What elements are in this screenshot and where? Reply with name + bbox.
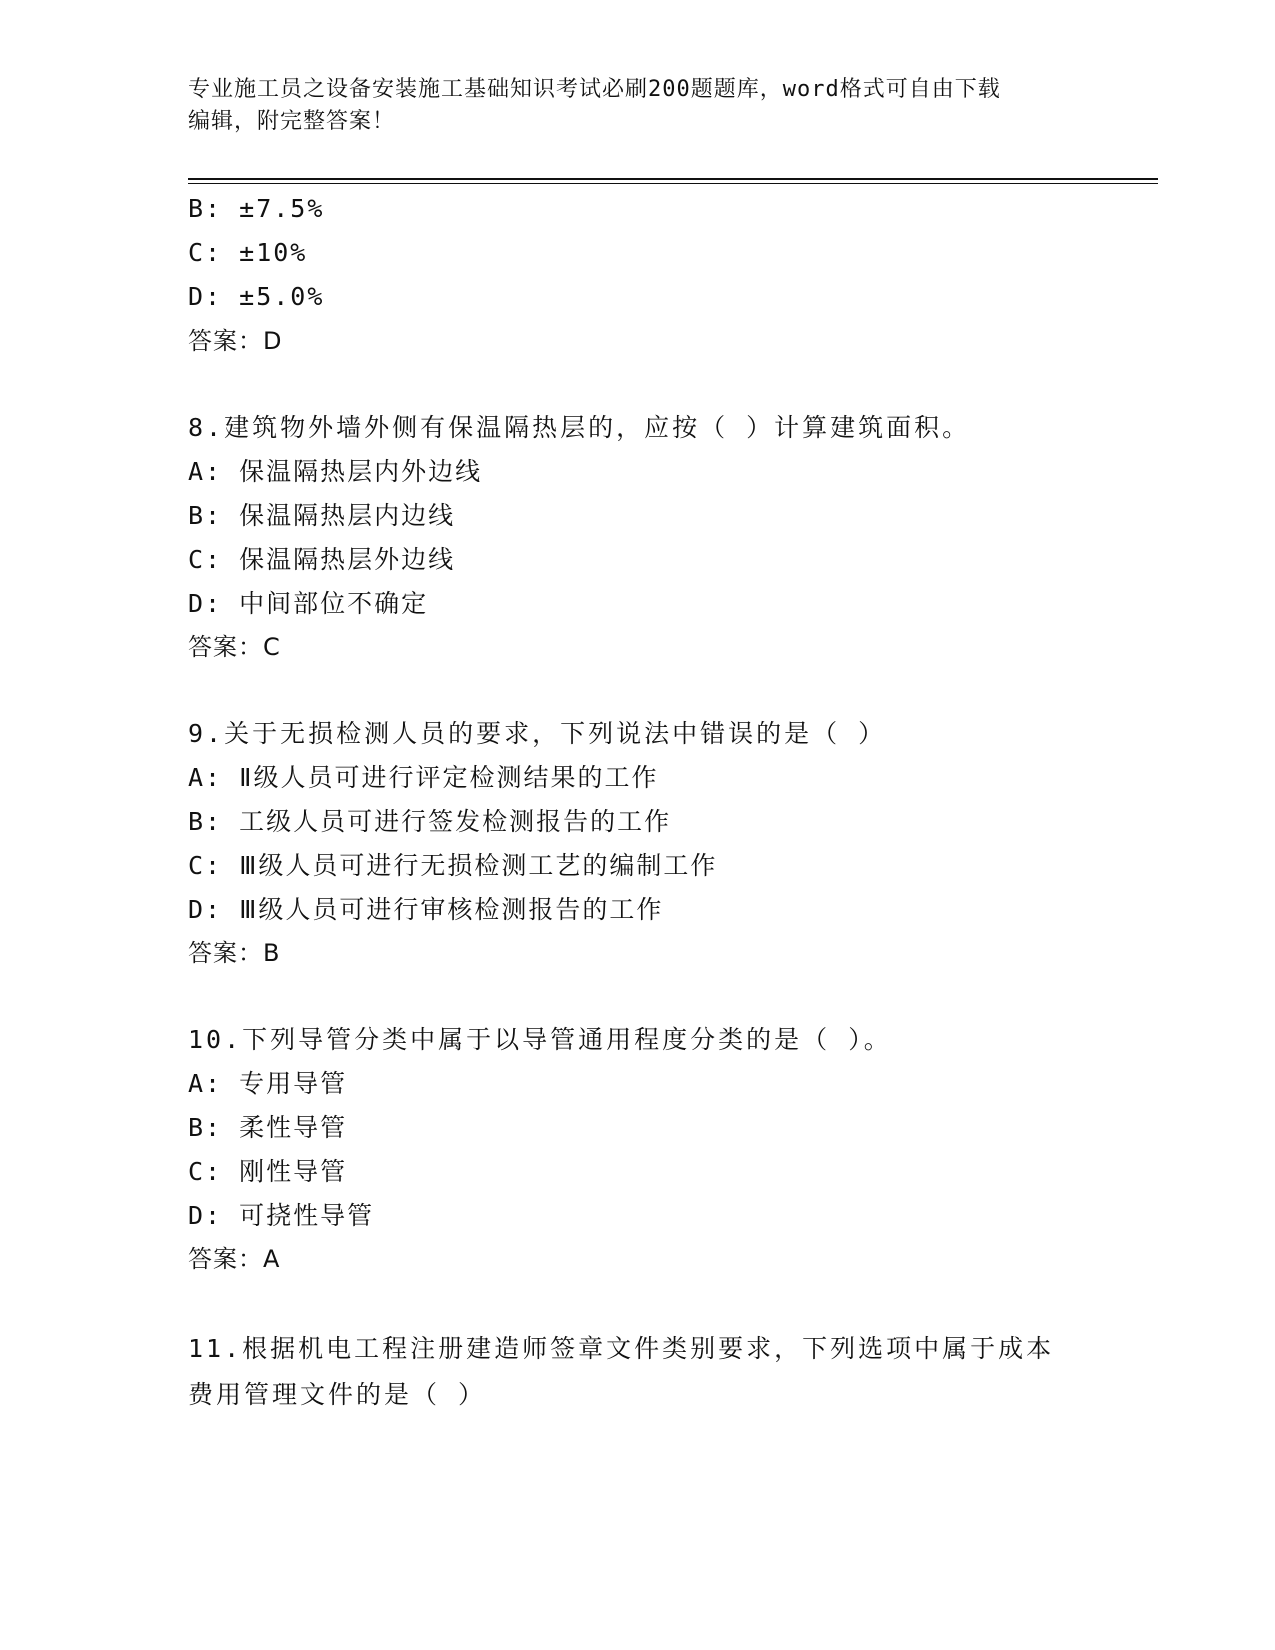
header-divider-thick [188, 178, 1158, 180]
q9-option-a: A: Ⅱ级人员可进行评定检测结果的工作 [188, 763, 659, 792]
q10-option-d: D: 可挠性导管 [188, 1201, 375, 1230]
q10-option-b: B: 柔性导管 [188, 1113, 348, 1142]
q10-option-c: C: 刚性导管 [188, 1157, 348, 1186]
q7-answer: 答案：D [188, 327, 283, 355]
q11-question-line2: 费用管理文件的是（ ） [188, 1380, 487, 1409]
q9-option-d: D: Ⅲ级人员可进行审核检测报告的工作 [188, 895, 664, 924]
header-title-line1: 专业施工员之设备安装施工基础知识考试必刷200题题库，word格式可自由下载 [188, 77, 1001, 102]
q7-option-b: B: ±7.5% [188, 194, 325, 223]
q10-question: 10.下列导管分类中属于以导管通用程度分类的是（ ）。 [188, 1025, 892, 1054]
q11-question-line1: 11.根据机电工程注册建造师签章文件类别要求，下列选项中属于成本 [188, 1334, 1055, 1363]
q9-answer: 答案：B [188, 939, 281, 967]
q9-question: 9.关于无损检测人员的要求，下列说法中错误的是（ ） [188, 719, 887, 748]
header-divider-thin [188, 183, 1158, 184]
header-title-line2: 编辑，附完整答案！ [188, 109, 396, 134]
q10-answer: 答案：A [188, 1245, 281, 1273]
q9-option-b: B: 工级人员可进行签发检测报告的工作 [188, 807, 672, 836]
q8-option-b: B: 保温隔热层内边线 [188, 501, 456, 530]
q8-option-a: A: 保温隔热层内外边线 [188, 457, 483, 486]
q7-option-d: D: ±5.0% [188, 282, 325, 311]
q11-question [188, 1326, 1088, 1418]
q8-option-d: D: 中间部位不确定 [188, 589, 429, 618]
q10-option-a: A: 专用导管 [188, 1069, 348, 1098]
q8-answer: 答案：C [188, 633, 281, 661]
q8-question: 8.建筑物外墙外侧有保温隔热层的，应按（ ）计算建筑面积。 [188, 413, 971, 442]
document-header [188, 74, 1078, 138]
q9-option-c: C: Ⅲ级人员可进行无损检测工艺的编制工作 [188, 851, 718, 880]
q8-option-c: C: 保温隔热层外边线 [188, 545, 456, 574]
q7-option-c: C: ±10% [188, 238, 308, 267]
